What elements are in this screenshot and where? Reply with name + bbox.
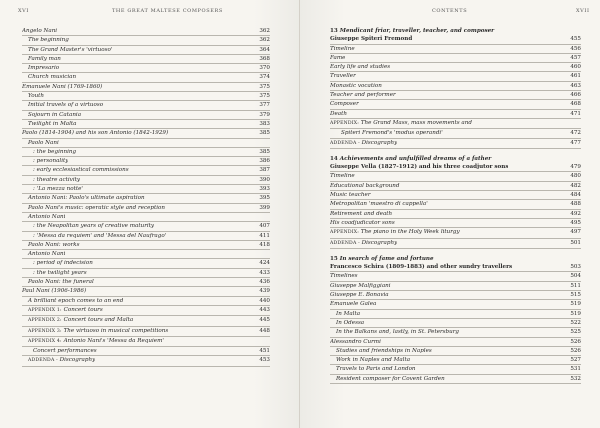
- subject-page: 503: [570, 264, 581, 271]
- appendix-title: The virtuoso in musical competitions: [63, 327, 169, 334]
- appendix-label: ADDENDA -: [28, 358, 58, 364]
- toc-entry: [330, 282, 581, 291]
- toc-entry: [330, 347, 581, 356]
- entry-title: Travels to Paris and London: [336, 366, 416, 373]
- right-folio: XVII: [576, 8, 590, 14]
- entry-page: 390: [259, 176, 270, 183]
- toc-entry: [330, 110, 581, 119]
- entry-title: Initial travels of a virtuoso: [28, 102, 104, 109]
- entry-page: 488: [570, 201, 581, 208]
- entry-page: 445: [259, 317, 270, 324]
- entry-title: Paolo Nani: the funeral: [28, 279, 94, 286]
- entry-page: 461: [570, 73, 581, 80]
- toc-entry: [22, 232, 270, 241]
- entry-page: 451: [259, 348, 270, 355]
- entry-title: Traveller: [330, 73, 356, 80]
- entry-page: 379: [259, 111, 270, 118]
- toc-entry: [330, 375, 581, 384]
- toc-entry: [22, 46, 270, 55]
- entry-title: Educational background: [330, 182, 400, 189]
- appendix-label: APPENDIX:: [330, 230, 359, 236]
- entry-title: [330, 228, 460, 237]
- toc-entry: [22, 92, 270, 101]
- toc-entry: [22, 241, 270, 250]
- chapter-number: 15: [330, 255, 338, 262]
- toc-entry: [22, 278, 270, 287]
- entry-title: : the beginning: [33, 148, 77, 155]
- left-toc: [22, 27, 270, 367]
- entry-title: Antonio Nani: Paolo's ultimate aspiration: [28, 195, 145, 202]
- toc-entry: [22, 101, 270, 110]
- entry-title: : 'Messa da requiem' and 'Messa del Naufrago': [33, 232, 167, 239]
- entry-page: 418: [259, 241, 270, 248]
- toc-entry: [22, 269, 270, 278]
- entry-title: Emanuele Nani (1769-1860): [22, 83, 103, 90]
- chapter-title: Achievements and unfulfilled dreams of a father: [339, 155, 492, 162]
- entry-page: 484: [570, 192, 581, 199]
- entry-page: 387: [259, 167, 270, 174]
- subject-page: 479: [570, 164, 581, 171]
- entry-title: Youth: [28, 93, 45, 100]
- entry-title: Metropolitan 'maestro di cappella': [330, 201, 428, 208]
- entry-page: 466: [570, 92, 581, 99]
- appendix-title: Antonio Nani's 'Messa da Requiem': [63, 337, 164, 344]
- toc-entry: [22, 139, 270, 148]
- subject-name: Francesco Schira (1809-1883) and other sundry travellers: [330, 264, 513, 271]
- entry-title: Church musician: [28, 74, 77, 81]
- toc-entry: [330, 272, 581, 281]
- entry-title: Giuseppe Malfiggiani: [330, 282, 391, 289]
- toc-entry: [22, 176, 270, 185]
- entry-title: [22, 316, 133, 325]
- toc-entry: [22, 347, 270, 356]
- toc-entry: [330, 219, 581, 228]
- entry-title: Work in Naples and Malta: [336, 357, 411, 364]
- entry-title: Impresario: [28, 65, 60, 72]
- entry-page: 468: [570, 101, 581, 108]
- entry-page: 472: [570, 130, 581, 137]
- appendix-label: ADDENDA -: [330, 240, 360, 246]
- toc-entry: [22, 337, 270, 347]
- toc-entry: [330, 210, 581, 219]
- entry-title: Music teacher: [330, 192, 371, 199]
- entry-page: 424: [259, 260, 270, 267]
- appendix-title: The Grand Mass, mass movements and: [360, 119, 472, 126]
- entry-title: In Odessa: [336, 319, 365, 326]
- toc-entry: [22, 185, 270, 194]
- entry-title: Angelo Nani: [22, 28, 58, 34]
- entry-page: 515: [570, 292, 581, 299]
- entry-title: Alessandro Curmi: [330, 338, 381, 345]
- entry-title: The beginning: [28, 37, 69, 44]
- entry-page: 368: [259, 55, 270, 62]
- toc-entry: [330, 129, 581, 138]
- toc-entry: [22, 222, 270, 231]
- toc-entry: [330, 54, 581, 63]
- appendix-title: Concert tours and Malta: [63, 317, 134, 324]
- entry-title: : early ecclesiastical commissions: [33, 167, 129, 174]
- toc-entry: [330, 119, 581, 129]
- chapter-title: Mendicant friar, traveller, teacher, and composer: [339, 28, 495, 34]
- entry-title: In Malta: [336, 310, 361, 317]
- entry-title: A brilliant epoch comes to an end: [28, 297, 124, 304]
- entry-title: The Grand Master's 'virtuoso': [28, 46, 113, 53]
- entry-title: [330, 239, 397, 248]
- entry-page: 460: [570, 64, 581, 71]
- entry-page: 495: [570, 219, 581, 226]
- entry-page: 377: [259, 102, 270, 109]
- entry-page: 362: [259, 37, 270, 44]
- entry-page: 457: [570, 54, 581, 61]
- entry-title: Timeline: [330, 45, 355, 52]
- left-folio: XVI: [18, 8, 29, 14]
- entry-title: [22, 356, 95, 365]
- toc-entry: [330, 200, 581, 209]
- toc-entry: [22, 148, 270, 157]
- entry-title: Teacher and performer: [330, 92, 396, 99]
- toc-entry: [330, 100, 581, 109]
- entry-page: 407: [259, 223, 270, 230]
- entry-page: 477: [570, 139, 581, 146]
- left-running-head: THE GREAT MALTESE COMPOSERS: [112, 8, 223, 14]
- appendix-title: The piano in the Holy Week liturgy: [360, 229, 460, 236]
- toc-entry: [22, 73, 270, 82]
- entry-title: : theatre activity: [33, 176, 81, 183]
- entry-title: Composer: [330, 101, 359, 108]
- entry-page: 448: [259, 327, 270, 334]
- entry-title: Concert performances: [33, 348, 97, 355]
- entry-title: Timeline: [330, 173, 355, 180]
- entry-title: Spiteri Fremond's 'modus operandi': [341, 130, 443, 137]
- right-toc: [330, 27, 581, 384]
- toc-entry: [330, 338, 581, 347]
- appendix-label: ADDENDA -: [330, 140, 360, 146]
- entry-title: Emanuele Galea: [330, 301, 377, 308]
- toc-entry: [22, 194, 270, 203]
- entry-title: Resident composer for Covent Garden: [336, 375, 445, 382]
- entry-page: 504: [570, 273, 581, 280]
- entry-title: : period of indecision: [33, 260, 93, 267]
- toc-entry: [22, 111, 270, 120]
- entry-page: 362: [259, 28, 270, 34]
- entry-title: [22, 306, 103, 315]
- entry-page: 519: [570, 310, 581, 317]
- entry-page: 531: [570, 366, 581, 373]
- entry-title: Twilight in Malta: [28, 120, 77, 127]
- entry-page: 364: [259, 46, 270, 53]
- entry-page: 433: [259, 269, 270, 276]
- chapter-number: 13: [330, 28, 338, 34]
- entry-title: Retirement and death: [330, 210, 393, 217]
- entry-page: 385: [259, 130, 270, 137]
- toc-entry: [22, 259, 270, 268]
- entry-page: 395: [259, 195, 270, 202]
- entry-page: 383: [259, 120, 270, 127]
- toc-entry: [330, 191, 581, 200]
- entry-title: In the Balkans and, lastly, in St. Petersburg: [336, 329, 459, 336]
- subject-page: 455: [570, 36, 581, 43]
- entry-page: 527: [570, 357, 581, 364]
- appendix-label: APPENDIX 4:: [28, 338, 62, 344]
- entry-page: 482: [570, 182, 581, 189]
- entry-title: Timelines: [330, 273, 358, 280]
- entry-title: His coadjudicator sons: [330, 219, 395, 226]
- entry-title: Early life and studies: [330, 64, 391, 71]
- entry-page: 501: [570, 239, 581, 246]
- right-page: [300, 0, 600, 428]
- entry-title: Paul Nani (1906-1986): [22, 288, 87, 295]
- toc-entry: [22, 64, 270, 73]
- toc-entry: [330, 45, 581, 54]
- entry-page: 439: [259, 288, 270, 295]
- toc-entry: [330, 72, 581, 81]
- entry-page: 456: [570, 45, 581, 52]
- chapter-heading: [330, 155, 581, 163]
- entry-page: 440: [259, 297, 270, 304]
- toc-entry: [22, 306, 270, 316]
- entry-title: : the twilight years: [33, 269, 87, 276]
- toc-entry: [22, 356, 270, 366]
- entry-title: [22, 327, 168, 336]
- toc-entry: [22, 36, 270, 45]
- entry-page: 532: [570, 375, 581, 382]
- subject-name: Giuseppe Vella (1827-1912) and his three coadjutor sons: [330, 164, 509, 171]
- appendix-title: Concert tours: [63, 306, 103, 313]
- entry-page: 386: [259, 158, 270, 165]
- appendix-label: APPENDIX:: [330, 120, 359, 126]
- entry-page: 511: [570, 282, 581, 289]
- toc-entry: [330, 310, 581, 319]
- entry-title: Family man: [28, 55, 61, 62]
- entry-page: 471: [570, 110, 581, 117]
- entry-page: 374: [259, 74, 270, 81]
- toc-entry: [330, 228, 581, 238]
- entry-page: 375: [259, 93, 270, 100]
- entry-page: 492: [570, 210, 581, 217]
- entry-page: 497: [570, 229, 581, 236]
- toc-entry: [22, 287, 270, 296]
- toc-entry: [22, 327, 270, 337]
- entry-page: 393: [259, 186, 270, 193]
- appendix-title: Discography: [361, 139, 398, 146]
- toc-entry: [22, 250, 270, 259]
- entry-title: Fame: [330, 54, 346, 61]
- entry-title: Antonio Nani: [28, 251, 66, 258]
- chapter-heading: [330, 255, 581, 263]
- toc-entry: [22, 297, 270, 306]
- toc-entry: [22, 316, 270, 326]
- appendix-label: APPENDIX 2:: [28, 318, 62, 324]
- toc-entry: [330, 365, 581, 374]
- entry-title: Studies and friendships in Naples: [336, 347, 432, 354]
- toc-entry: [22, 204, 270, 213]
- appendix-label: APPENDIX 1:: [28, 307, 62, 313]
- chapter-subject: [330, 163, 581, 172]
- entry-title: Paolo Nani's music: operatic style and reception: [28, 204, 166, 211]
- entry-page: 411: [259, 232, 270, 239]
- entry-title: Monastic vocation: [330, 82, 382, 89]
- entry-page: 519: [570, 301, 581, 308]
- entry-page: 453: [259, 357, 270, 364]
- chapter-subject: [330, 263, 581, 272]
- entry-title: [330, 119, 472, 128]
- toc-entry: [330, 139, 581, 149]
- right-running-head: CONTENTS: [432, 8, 468, 14]
- toc-entry: [22, 129, 270, 138]
- entry-title: Paolo Nani: [28, 139, 59, 146]
- appendix-title: Discography: [361, 239, 398, 246]
- toc-entry: [22, 213, 270, 222]
- entry-page: 375: [259, 83, 270, 90]
- entry-page: 463: [570, 82, 581, 89]
- toc-entry: [330, 172, 581, 181]
- toc-entry: [22, 55, 270, 64]
- entry-title: Giuseppe E. Bonavia: [330, 292, 389, 299]
- toc-entry: [330, 319, 581, 328]
- entry-page: 526: [570, 338, 581, 345]
- toc-entry: [22, 157, 270, 166]
- toc-entry: [330, 356, 581, 365]
- entry-page: 399: [259, 204, 270, 211]
- subject-name: Giuseppe Spiteri Fremond: [330, 36, 413, 43]
- entry-title: : the Neapolitan years of creative maturity: [33, 223, 155, 230]
- toc-entry: [22, 83, 270, 92]
- entry-title: : 'La mezza notte': [33, 186, 83, 193]
- entry-title: Paolo Nani: works: [28, 241, 80, 248]
- toc-entry: [22, 120, 270, 129]
- toc-entry: [330, 82, 581, 91]
- chapter-heading: [330, 27, 581, 35]
- entry-page: 370: [259, 65, 270, 72]
- entry-title: Death: [330, 110, 347, 117]
- toc-entry: [330, 291, 581, 300]
- entry-page: 443: [259, 306, 270, 313]
- entry-title: [330, 139, 397, 148]
- entry-page: 436: [259, 279, 270, 286]
- toc-entry: [330, 182, 581, 191]
- entry-page: 522: [570, 319, 581, 326]
- chapter-number: 14: [330, 155, 338, 162]
- toc-entry: [330, 63, 581, 72]
- entry-page: 480: [570, 173, 581, 180]
- entry-title: Paolo (1814-1904) and his son Antonio (1842-1929): [22, 130, 169, 137]
- entry-title: Antonio Nani: [28, 213, 66, 220]
- toc-entry: [330, 300, 581, 309]
- entry-page: 526: [570, 347, 581, 354]
- toc-entry: [22, 27, 270, 36]
- chapter-title: In search of fame and fortune: [339, 255, 434, 262]
- toc-entry: [22, 166, 270, 175]
- toc-entry: [330, 239, 581, 249]
- entry-page: 385: [259, 148, 270, 155]
- appendix-title: Discography: [59, 357, 96, 364]
- entry-title: [22, 337, 164, 346]
- chapter-subject: [330, 35, 581, 44]
- entry-title: Sojourn in Catania: [28, 111, 82, 118]
- toc-entry: [330, 328, 581, 337]
- entry-title: : personality: [33, 158, 69, 165]
- toc-entry: [330, 91, 581, 100]
- entry-page: 525: [570, 329, 581, 336]
- appendix-label: APPENDIX 3:: [28, 328, 62, 334]
